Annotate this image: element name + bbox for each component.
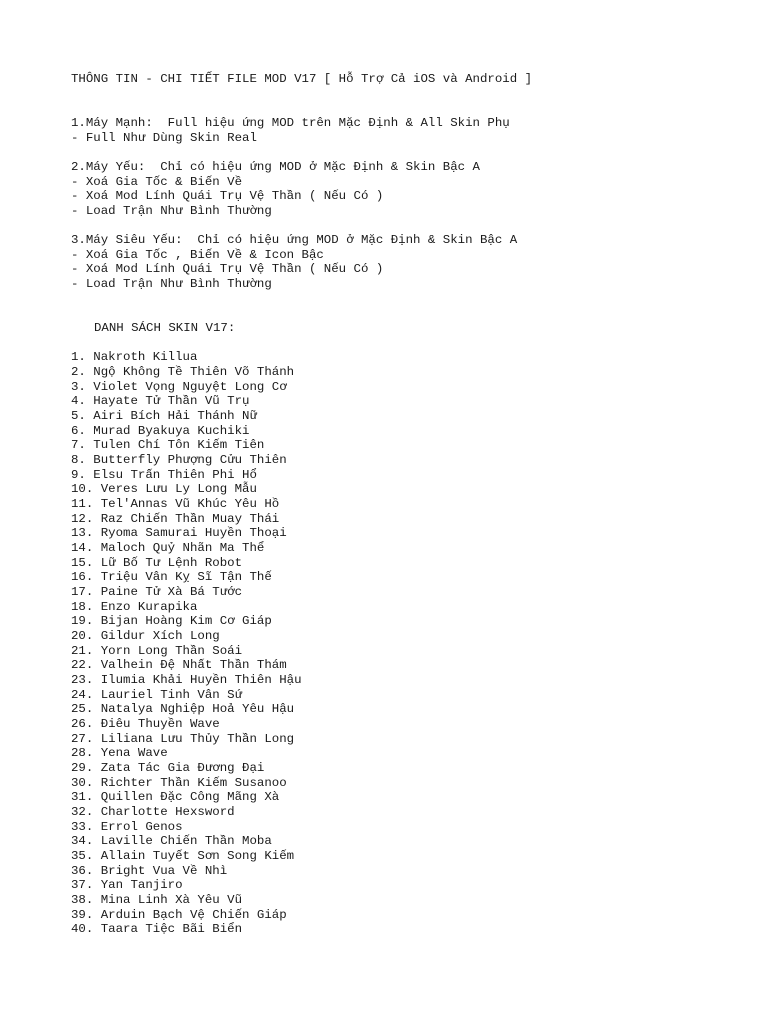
skin-list-item: 38. Mina Linh Xà Yêu Vũ [71, 893, 243, 907]
section-2-heading: 2.Máy Yếu: Chỉ có hiệu ứng MOD ở Mặc Định & Skin Bậc A [71, 160, 480, 174]
skin-list-item: 36. Bright Vua Về Nhì [71, 864, 228, 878]
skin-list-item: 24. Lauriel Tinh Vân Sứ [71, 688, 243, 702]
skin-list-item: 10. Veres Lưu Ly Long Mẫu [71, 482, 257, 496]
skin-list-item: 14. Maloch Quỷ Nhãn Ma Thể [71, 541, 265, 555]
skin-list-item: 23. Ilumia Khải Huyền Thiên Hậu [71, 673, 302, 687]
section-3-heading: 3.Máy Siêu Yếu: Chỉ có hiệu ứng MOD ở Mặc Định & Skin Bậc A [71, 233, 518, 247]
skin-list-item: 40. Taara Tiệc Bãi Biển [71, 922, 243, 936]
skin-list-item: 20. Gildur Xích Long [71, 629, 220, 643]
section-3-item: - Xoá Mod Lính Quái Trụ Vệ Thần ( Nếu Có ) [71, 262, 384, 276]
skin-list-item: 26. Điêu Thuyền Wave [71, 717, 220, 731]
skin-list-item: 12. Raz Chiến Thần Muay Thái [71, 512, 280, 526]
skin-list-item: 2. Ngộ Không Tề Thiên Võ Thánh [71, 365, 295, 379]
skin-list-item: 8. Butterfly Phượng Cửu Thiên [71, 453, 287, 467]
skin-list-item: 25. Natalya Nghiệp Hoả Yêu Hậu [71, 702, 295, 716]
skin-list-item: 22. Valhein Đệ Nhất Thần Thám [71, 658, 287, 672]
skin-list-item: 6. Murad Byakuya Kuchiki [71, 424, 250, 438]
document-title: THÔNG TIN - CHI TIẾT FILE MOD V17 [ Hỗ Trợ Cả iOS và Android ] [71, 72, 533, 86]
section-2-item: - Xoá Mod Lính Quái Trụ Vệ Thần ( Nếu Có ) [71, 189, 384, 203]
skin-list-item: 19. Bijan Hoàng Kim Cơ Giáp [71, 614, 272, 628]
section-2-item: - Load Trận Như Bình Thường [71, 204, 272, 218]
skin-list-item: 39. Arduin Bạch Vệ Chiến Giáp [71, 908, 287, 922]
skin-list-item: 5. Airi Bích Hải Thánh Nữ [71, 409, 257, 423]
skin-list-item: 30. Richter Thần Kiếm Susanoo [71, 776, 287, 790]
skin-list-item: 29. Zata Tác Gia Đương Đại [71, 761, 265, 775]
skin-list-heading: DANH SÁCH SKIN V17: [94, 321, 236, 335]
skin-list-item: 3. Violet Vọng Nguyệt Long Cơ [71, 380, 287, 394]
skin-list-item: 28. Yena Wave [71, 746, 168, 760]
skin-list-item: 37. Yan Tanjiro [71, 878, 183, 892]
skin-list-item: 17. Paine Tử Xà Bá Tước [71, 585, 243, 599]
skin-list-item: 9. Elsu Trấn Thiên Phi Hổ [71, 468, 257, 482]
skin-list-item: 18. Enzo Kurapika [71, 600, 198, 614]
skin-list-item: 21. Yorn Long Thần Soái [71, 644, 243, 658]
section-1-heading: 1.Máy Mạnh: Full hiệu ứng MOD trên Mặc Định & All Skin Phụ [71, 116, 510, 130]
section-3-item: - Load Trận Như Bình Thường [71, 277, 272, 291]
skin-list-item: 1. Nakroth Killua [71, 350, 198, 364]
skin-list-item: 13. Ryoma Samurai Huyền Thoại [71, 526, 287, 540]
skin-list-item: 27. Liliana Lưu Thủy Thần Long [71, 732, 295, 746]
skin-list-item: 33. Errol Genos [71, 820, 183, 834]
section-3-item: - Xoá Gia Tốc , Biến Về & Icon Bậc [71, 248, 324, 262]
skin-list-item: 15. Lữ Bố Tư Lệnh Robot [71, 556, 243, 570]
skin-list-item: 11. Tel'Annas Vũ Khúc Yêu Hồ [71, 497, 280, 511]
skin-list-item: 4. Hayate Tử Thần Vũ Trụ [71, 394, 250, 408]
skin-list-item: 35. Allain Tuyết Sơn Song Kiếm [71, 849, 295, 863]
skin-list-item: 32. Charlotte Hexsword [71, 805, 235, 819]
skin-list-item: 7. Tulen Chí Tôn Kiếm Tiên [71, 438, 265, 452]
section-2-item: - Xoá Gia Tốc & Biến Về [71, 175, 243, 189]
skin-list-item: 16. Triệu Vân Kỵ Sĩ Tận Thế [71, 570, 272, 584]
skin-list-item: 31. Quillen Đặc Công Mãng Xà [71, 790, 280, 804]
section-1-item: - Full Như Dùng Skin Real [71, 131, 257, 145]
skin-list-item: 34. Laville Chiến Thần Moba [71, 834, 272, 848]
